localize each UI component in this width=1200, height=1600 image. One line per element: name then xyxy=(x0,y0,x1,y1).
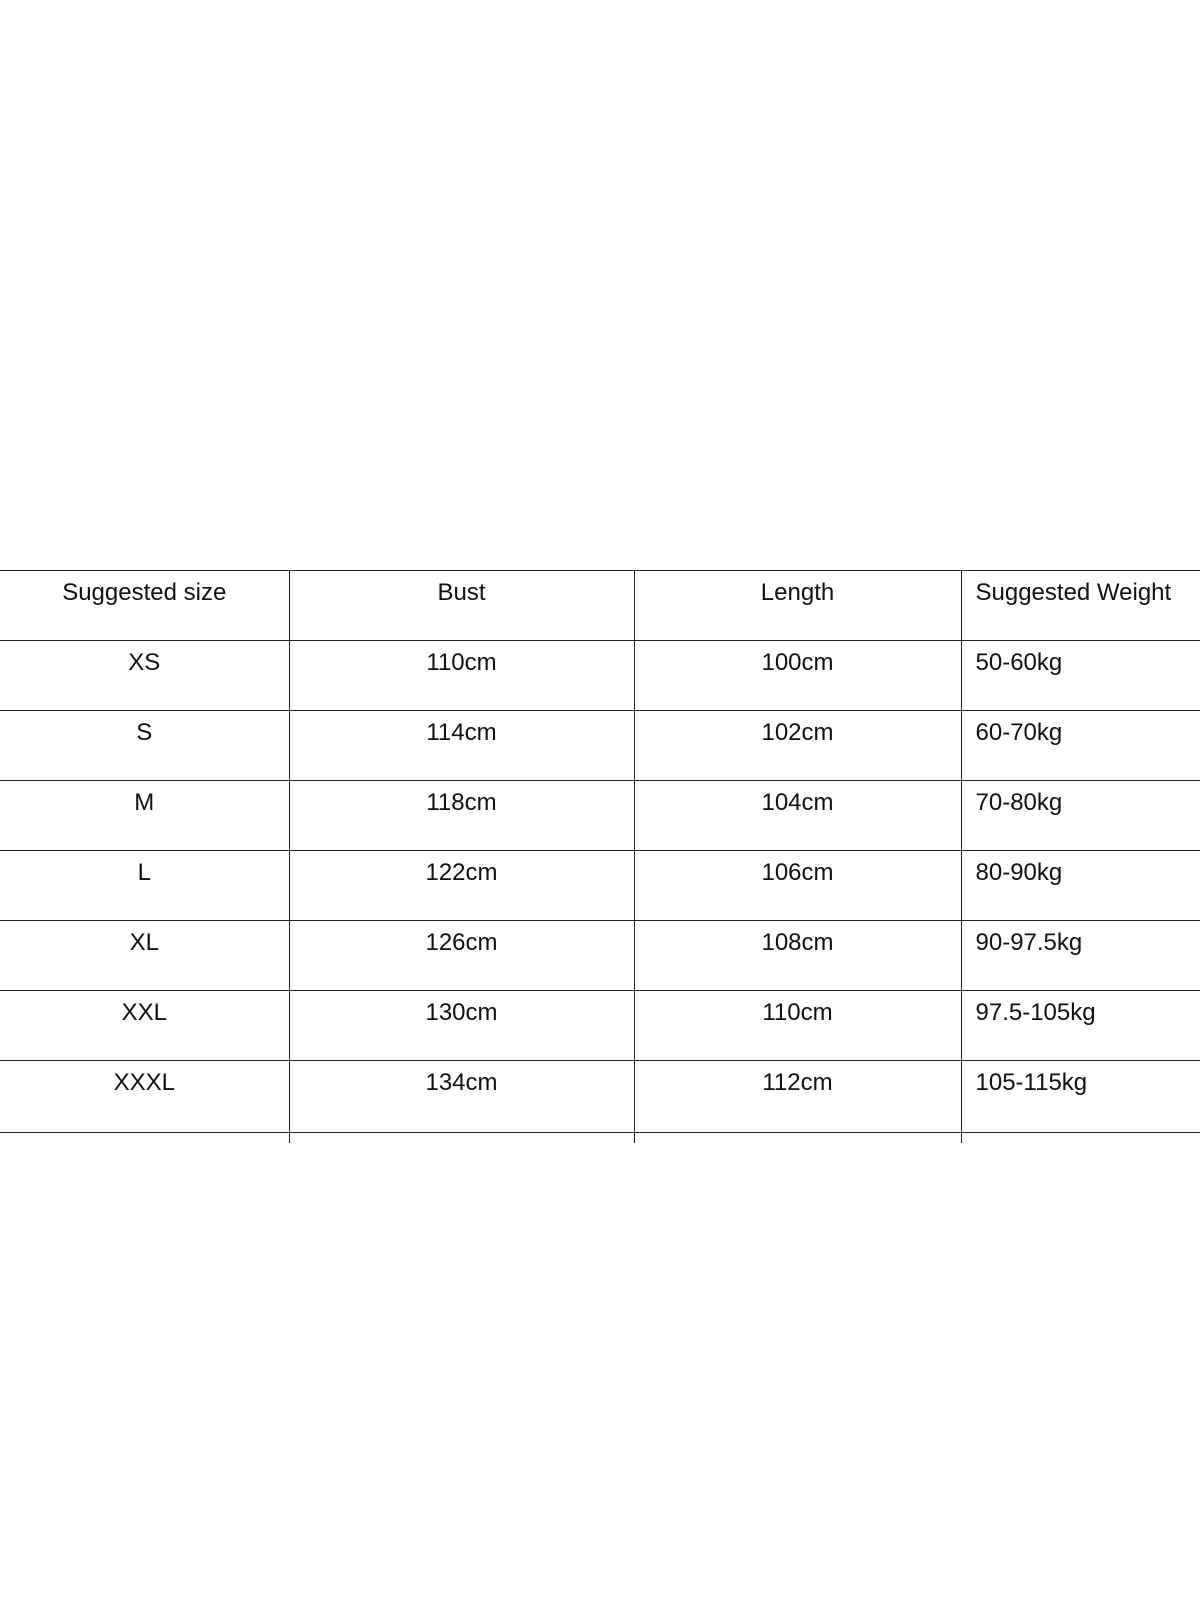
size-cell: XXXL xyxy=(0,1061,289,1133)
table-row xyxy=(0,921,1200,991)
bust-cell: 114cm xyxy=(289,711,634,781)
header-suggested-weight: Suggested Weight xyxy=(961,571,1200,641)
bust-cell: 122cm xyxy=(289,851,634,921)
length-cell: 104cm xyxy=(634,781,961,851)
bust-cell: 118cm xyxy=(289,781,634,851)
weight-cell: 80-90kg xyxy=(961,851,1200,921)
table-row xyxy=(0,851,1200,921)
weight-cell: 70-80kg xyxy=(961,781,1200,851)
bust-cell: 126cm xyxy=(289,921,634,991)
table-header xyxy=(0,571,1200,641)
weight-cell: 90-97.5kg xyxy=(961,921,1200,991)
weight-cell: 97.5-105kg xyxy=(961,991,1200,1061)
length-cell: 110cm xyxy=(634,991,961,1061)
weight-cell: 50-60kg xyxy=(961,641,1200,711)
tail-cell xyxy=(289,1133,634,1143)
bust-cell: 110cm xyxy=(289,641,634,711)
length-cell: 108cm xyxy=(634,921,961,991)
header-length: Length xyxy=(634,571,961,641)
bust-cell: 130cm xyxy=(289,991,634,1061)
size-cell: XS xyxy=(0,641,289,711)
table-row xyxy=(0,641,1200,711)
size-cell: S xyxy=(0,711,289,781)
table-row xyxy=(0,781,1200,851)
header-row xyxy=(0,571,1200,641)
weight-cell: 105-115kg xyxy=(961,1061,1200,1133)
tail-cell xyxy=(0,1133,289,1143)
length-cell: 100cm xyxy=(634,641,961,711)
table-row xyxy=(0,991,1200,1061)
size-cell: L xyxy=(0,851,289,921)
table-row xyxy=(0,711,1200,781)
length-cell: 106cm xyxy=(634,851,961,921)
size-cell: XXL xyxy=(0,991,289,1061)
tail-cell xyxy=(961,1133,1200,1143)
table-tail-row xyxy=(0,1133,1200,1143)
size-cell: M xyxy=(0,781,289,851)
length-cell: 102cm xyxy=(634,711,961,781)
table-body xyxy=(0,641,1200,1143)
bust-cell: 134cm xyxy=(289,1061,634,1133)
weight-cell: 60-70kg xyxy=(961,711,1200,781)
tail-cell xyxy=(634,1133,961,1143)
header-bust: Bust xyxy=(289,571,634,641)
length-cell: 112cm xyxy=(634,1061,961,1133)
header-suggested-size: Suggested size xyxy=(0,571,289,641)
size-chart-table xyxy=(0,570,1200,1143)
size-cell: XL xyxy=(0,921,289,991)
table-row xyxy=(0,1061,1200,1133)
